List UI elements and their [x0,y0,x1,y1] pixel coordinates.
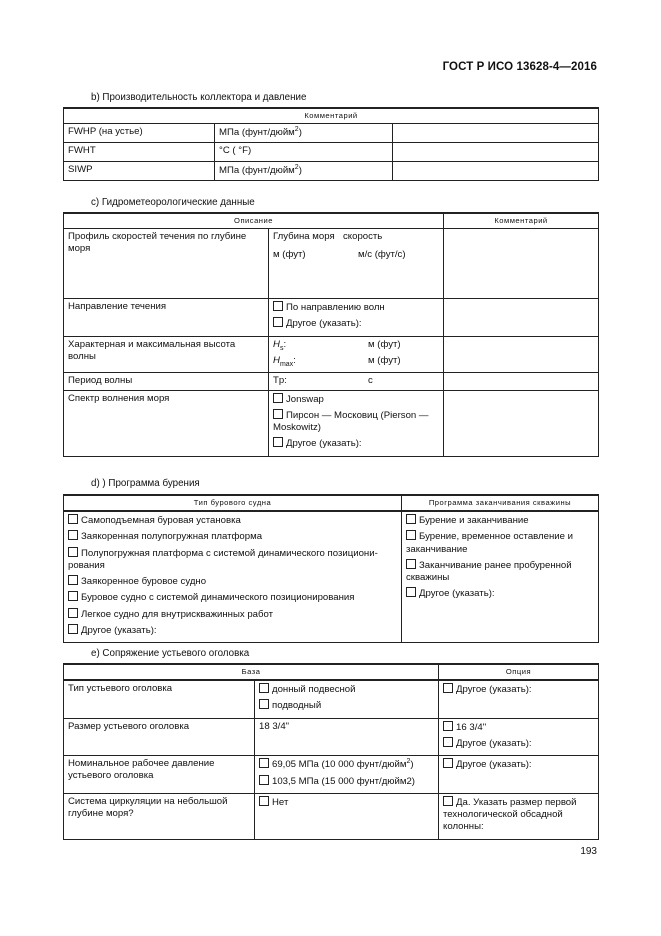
checkbox[interactable] [443,758,453,768]
manifold-table [63,107,599,181]
size-other-option[interactable]: Другое (указать): [443,737,594,750]
completion-option[interactable]: Другое (указать): [406,587,594,600]
vessel-option[interactable]: Заякоренная полупогружная платформа [68,530,397,543]
wave-height-comment[interactable] [444,336,599,373]
standard-header: ГОСТ Р ИСО 13628-4—2016 [442,61,597,73]
checkbox[interactable] [443,737,453,747]
checkbox[interactable] [68,608,78,618]
pressure-103-option[interactable]: 103,5 МПа (15 000 фунт/дюйм2) [259,775,434,788]
wellhead-type-label: Тип устьевого оголовка [64,680,255,718]
checkbox[interactable] [68,575,78,585]
comment-header: Комментарий [64,108,599,124]
wave-height-label: Характерная и максимальная высота волны [64,336,269,373]
checkbox[interactable] [259,758,269,768]
wellhead-size-label: Размер устьевого оголовка [64,718,255,756]
completion-option[interactable]: Заканчивание ранее пробуренной скважины [406,559,572,584]
current-direction-label: Направление течения [64,299,269,337]
circulation-label: Система циркуляции на небольшой глубине моря? [64,793,255,839]
unit-siwp: МПа (фунт/дюйм$^2$) [215,162,393,181]
checkbox[interactable] [406,587,416,597]
metocean-table [63,212,599,457]
current-profile-comment[interactable] [444,229,599,299]
option-header: Опция [439,664,599,680]
current-direction-comment[interactable] [444,299,599,337]
vessel-option[interactable]: Легкое судно для внутрискважинных работ [68,608,397,621]
checkbox[interactable] [273,409,283,419]
vessel-header: Тип бурового судна [64,495,402,511]
comment-fwhp[interactable] [393,124,599,143]
wave-direction-option[interactable]: По направлению волн [273,301,439,314]
checkbox[interactable] [259,699,269,709]
depth-unit: м (фут) [273,249,306,261]
checkbox[interactable] [443,683,453,693]
checkbox[interactable] [68,624,78,634]
checkbox[interactable] [68,514,78,524]
page-number: 193 [580,846,597,857]
checkbox[interactable] [68,547,78,557]
speed-unit: м/с (фут/с) [358,249,406,261]
jonswap-option[interactable]: Jonswap [273,393,439,406]
pm-option[interactable]: Пирсон — Московиц (Pierson — Moskowitz) [273,409,429,434]
pressure-label: Номинальное рабочее давление устьевого оголовка [64,756,255,794]
comment-fwht[interactable] [393,143,599,162]
mudline-option[interactable]: донный подвесной [259,683,434,696]
vessel-option[interactable]: Заякоренное буровое судно [68,575,397,588]
completion-option[interactable]: Бурение, временное оставление и заканчивание [406,531,573,555]
param-fwht: FWHT [64,143,215,162]
wave-height-cell[interactable]: $H_s$: м (фут) $H_{max}$: м (фут) [269,336,444,373]
current-profile-label: Профиль скоростей течения по глубине моря [64,229,269,299]
size-16-option[interactable]: 16 3/4" [443,721,594,734]
wave-period-cell[interactable]: Tp: с [269,373,444,390]
completion-header: Программа заканчивания скважины [402,495,599,511]
depth-label: Глубина моря [273,231,335,242]
checkbox[interactable] [443,721,453,731]
checkbox[interactable] [273,301,283,311]
section-c-title: с) Гидрометеорологические данные [91,197,255,208]
checkbox[interactable] [406,514,416,524]
other-spectrum-option[interactable]: Другое (указать): [273,437,439,450]
section-b-title: b) Производительность коллектора и давление [91,92,307,103]
checkbox[interactable] [406,530,416,540]
pressure-69-option[interactable]: 69,05 МПа (10 000 фунт/дюйм$^2$) [259,758,434,771]
checkbox[interactable] [406,559,416,569]
speed-label: скорость [343,231,383,242]
subsea-option[interactable]: подводный [259,699,434,712]
size-base: 18 3/4" [255,718,439,756]
other-direction-option[interactable]: Другое (указать): [273,317,439,330]
checkbox[interactable] [259,683,269,693]
checkbox[interactable] [68,591,78,601]
vessel-option[interactable]: Самоподъемная буровая установка [68,514,397,527]
section-d-title: d) ) Программа бурения [91,478,200,489]
vessel-option[interactable]: Другое (указать): [68,624,397,637]
completion-option[interactable]: Бурение и заканчивание [406,514,594,527]
desc-header: Описание [64,213,444,229]
checkbox[interactable] [443,796,453,806]
unit-fwht: °C ( °F) [215,143,393,162]
checkbox[interactable] [68,530,78,540]
base-header: База [64,664,439,680]
circulation-no-option[interactable]: Нет [259,796,434,809]
checkbox[interactable] [259,796,269,806]
checkbox[interactable] [273,437,283,447]
vessel-option[interactable]: Буровое судно с системой динамического позиционирования [68,591,397,604]
param-siwp: SIWP [64,162,215,181]
comment-siwp[interactable] [393,162,599,181]
vessel-option[interactable]: Полупогружная платформа с системой динамического позициони-рования [68,547,378,571]
wave-spectrum-label: Спектр волнения моря [64,390,269,456]
section-e-title: е) Сопряжение устьевого оголовка [91,648,250,659]
wave-spectrum-comment[interactable] [444,390,599,456]
wave-period-comment[interactable] [444,373,599,390]
wave-period-label: Период волны [64,373,269,390]
checkbox[interactable] [259,775,269,785]
circulation-yes-option[interactable]: Да. Указать размер первой технологической обсадной колонны: [443,796,577,833]
unit-fwhp: МПа (фунт/дюйм$^2$) [215,124,393,143]
drilling-table [63,494,599,643]
param-fwhp: FWHP (на устье) [64,124,215,143]
checkbox[interactable] [273,393,283,403]
pressure-other-option[interactable]: Другое (указать): [443,758,594,771]
current-profile-cell[interactable] [269,229,444,299]
wellhead-table [63,663,599,840]
checkbox[interactable] [273,317,283,327]
type-other-option[interactable]: Другое (указать): [443,683,594,696]
comment-header-c: Комментарий [444,213,599,229]
